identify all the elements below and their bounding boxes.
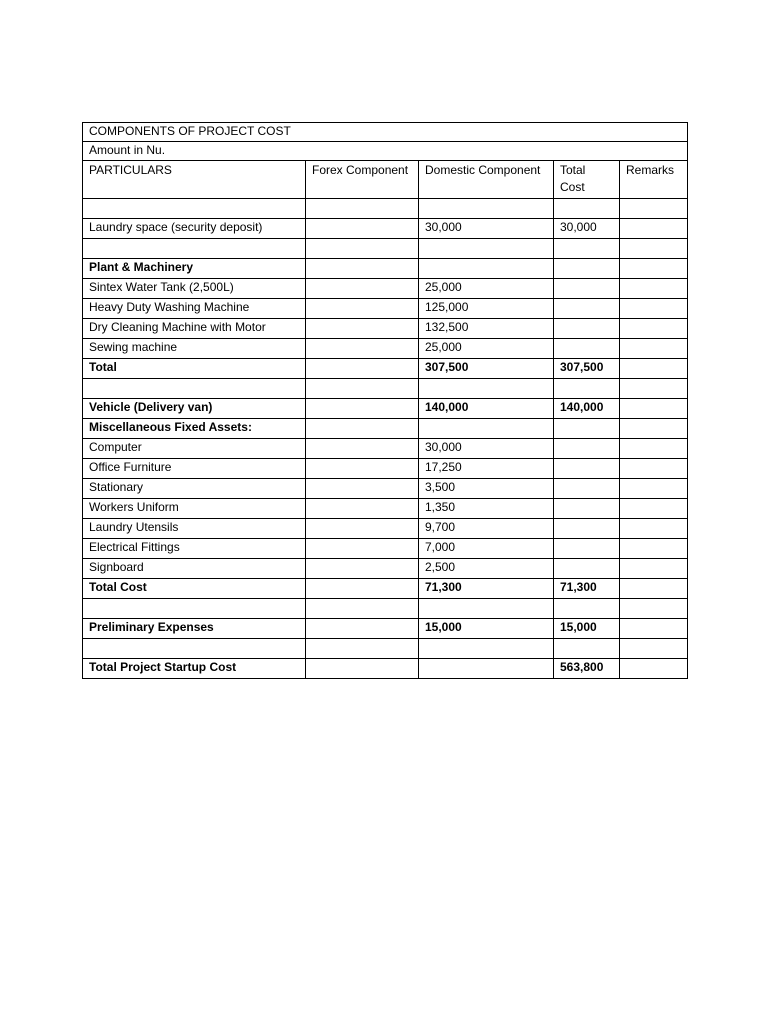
header-remarks: Remarks	[620, 161, 688, 199]
table-row	[83, 559, 688, 579]
cell-total	[554, 299, 620, 319]
cell-forex	[306, 379, 419, 399]
table-row	[83, 199, 688, 219]
cell-remarks	[620, 299, 688, 319]
table-row	[83, 279, 688, 299]
cell-remarks	[620, 199, 688, 219]
table-row	[83, 499, 688, 519]
table-title-row	[83, 123, 688, 142]
cell-forex	[306, 439, 419, 459]
table-row	[83, 439, 688, 459]
table-row	[83, 459, 688, 479]
cell-particulars: Laundry space (security deposit)	[83, 219, 306, 239]
cell-total	[554, 379, 620, 399]
cell-domestic	[419, 599, 554, 619]
cell-remarks	[620, 399, 688, 419]
cell-domestic	[419, 639, 554, 659]
cell-total	[554, 279, 620, 299]
cell-forex	[306, 199, 419, 219]
cell-particulars: Preliminary Expenses	[83, 619, 306, 639]
table-row	[83, 339, 688, 359]
cell-forex	[306, 599, 419, 619]
cell-remarks	[620, 239, 688, 259]
cell-forex	[306, 459, 419, 479]
cell-particulars: Sintex Water Tank (2,500L)	[83, 279, 306, 299]
table-row	[83, 599, 688, 619]
cell-domestic: 30,000	[419, 439, 554, 459]
cell-remarks	[620, 219, 688, 239]
cell-domestic	[419, 199, 554, 219]
cell-forex	[306, 659, 419, 679]
cell-domestic: 125,000	[419, 299, 554, 319]
cell-total: 563,800	[554, 659, 620, 679]
cell-total	[554, 479, 620, 499]
cell-forex	[306, 219, 419, 239]
cell-total	[554, 499, 620, 519]
cell-domestic	[419, 259, 554, 279]
cell-domestic: 307,500	[419, 359, 554, 379]
cell-particulars: Stationary	[83, 479, 306, 499]
cell-remarks	[620, 659, 688, 679]
cell-domestic: 9,700	[419, 519, 554, 539]
cell-remarks	[620, 519, 688, 539]
cell-particulars: Plant & Machinery	[83, 259, 306, 279]
table-subtitle: Amount in Nu.	[83, 142, 688, 161]
cell-forex	[306, 359, 419, 379]
cell-forex	[306, 479, 419, 499]
cell-remarks	[620, 539, 688, 559]
cell-domestic: 132,500	[419, 319, 554, 339]
cell-total: 15,000	[554, 619, 620, 639]
table-row	[83, 259, 688, 279]
cell-total: 307,500	[554, 359, 620, 379]
cell-forex	[306, 239, 419, 259]
cell-total: 140,000	[554, 399, 620, 419]
cell-domestic	[419, 659, 554, 679]
table-row	[83, 219, 688, 239]
cell-forex	[306, 499, 419, 519]
table-row	[83, 619, 688, 639]
cell-domestic: 25,000	[419, 279, 554, 299]
cell-total	[554, 639, 620, 659]
cell-remarks	[620, 639, 688, 659]
cell-particulars: Miscellaneous Fixed Assets:	[83, 419, 306, 439]
cell-particulars: Total Cost	[83, 579, 306, 599]
cell-particulars	[83, 239, 306, 259]
cell-domestic: 15,000	[419, 619, 554, 639]
cell-domestic: 30,000	[419, 219, 554, 239]
cell-particulars	[83, 599, 306, 619]
cell-total	[554, 339, 620, 359]
cell-remarks	[620, 439, 688, 459]
column-header-row	[83, 161, 688, 199]
cell-domestic	[419, 239, 554, 259]
cell-remarks	[620, 579, 688, 599]
cell-remarks	[620, 559, 688, 579]
cell-total	[554, 319, 620, 339]
cell-particulars: Total Project Startup Cost	[83, 659, 306, 679]
cell-domestic: 17,250	[419, 459, 554, 479]
cell-remarks	[620, 319, 688, 339]
table-subtitle-row	[83, 142, 688, 161]
cell-remarks	[620, 359, 688, 379]
cell-forex	[306, 279, 419, 299]
cell-forex	[306, 319, 419, 339]
cell-domestic	[419, 379, 554, 399]
table-row	[83, 379, 688, 399]
cell-total	[554, 539, 620, 559]
cell-particulars: Total	[83, 359, 306, 379]
table-row	[83, 579, 688, 599]
cell-total	[554, 439, 620, 459]
cell-remarks	[620, 479, 688, 499]
cell-particulars: Vehicle (Delivery van)	[83, 399, 306, 419]
table-row	[83, 419, 688, 439]
cell-total: 71,300	[554, 579, 620, 599]
table-row	[83, 539, 688, 559]
header-particulars: PARTICULARS	[83, 161, 306, 199]
cell-remarks	[620, 499, 688, 519]
cell-total	[554, 239, 620, 259]
header-domestic: Domestic Component	[419, 161, 554, 199]
header-forex: Forex Component	[306, 161, 419, 199]
cell-domestic: 71,300	[419, 579, 554, 599]
cell-particulars	[83, 639, 306, 659]
cell-remarks	[620, 419, 688, 439]
cell-domestic: 3,500	[419, 479, 554, 499]
cell-particulars	[83, 199, 306, 219]
cell-forex	[306, 259, 419, 279]
cell-forex	[306, 399, 419, 419]
cell-domestic: 140,000	[419, 399, 554, 419]
cell-forex	[306, 539, 419, 559]
cell-forex	[306, 579, 419, 599]
cell-remarks	[620, 619, 688, 639]
cell-remarks	[620, 279, 688, 299]
table-title: COMPONENTS OF PROJECT COST	[83, 123, 688, 142]
table-row	[83, 319, 688, 339]
table-row	[83, 639, 688, 659]
cell-remarks	[620, 599, 688, 619]
cell-particulars: Laundry Utensils	[83, 519, 306, 539]
cell-remarks	[620, 339, 688, 359]
cell-total	[554, 199, 620, 219]
cell-particulars: Computer	[83, 439, 306, 459]
table-row	[83, 399, 688, 419]
table-row	[83, 659, 688, 679]
cell-total	[554, 599, 620, 619]
cell-particulars	[83, 379, 306, 399]
table-row	[83, 479, 688, 499]
cell-total	[554, 519, 620, 539]
header-total: Total Cost	[554, 161, 620, 199]
cell-forex	[306, 639, 419, 659]
cell-forex	[306, 299, 419, 319]
cell-total	[554, 559, 620, 579]
cell-total	[554, 259, 620, 279]
table-body	[83, 199, 688, 679]
cell-particulars: Signboard	[83, 559, 306, 579]
cell-forex	[306, 559, 419, 579]
cell-particulars: Office Furniture	[83, 459, 306, 479]
cell-total	[554, 459, 620, 479]
cell-domestic: 25,000	[419, 339, 554, 359]
table-row	[83, 359, 688, 379]
cell-particulars: Heavy Duty Washing Machine	[83, 299, 306, 319]
cell-domestic: 2,500	[419, 559, 554, 579]
cell-remarks	[620, 459, 688, 479]
cell-forex	[306, 619, 419, 639]
cell-domestic: 1,350	[419, 499, 554, 519]
cell-forex	[306, 519, 419, 539]
cell-domestic	[419, 419, 554, 439]
cell-forex	[306, 419, 419, 439]
cell-total: 30,000	[554, 219, 620, 239]
cell-particulars: Electrical Fittings	[83, 539, 306, 559]
cell-total	[554, 419, 620, 439]
cell-remarks	[620, 379, 688, 399]
cell-remarks	[620, 259, 688, 279]
cell-domestic: 7,000	[419, 539, 554, 559]
cell-particulars: Workers Uniform	[83, 499, 306, 519]
table-row	[83, 519, 688, 539]
project-cost-table	[82, 122, 688, 679]
cell-forex	[306, 339, 419, 359]
table-row	[83, 239, 688, 259]
table-row	[83, 299, 688, 319]
cell-particulars: Sewing machine	[83, 339, 306, 359]
cell-particulars: Dry Cleaning Machine with Motor	[83, 319, 306, 339]
